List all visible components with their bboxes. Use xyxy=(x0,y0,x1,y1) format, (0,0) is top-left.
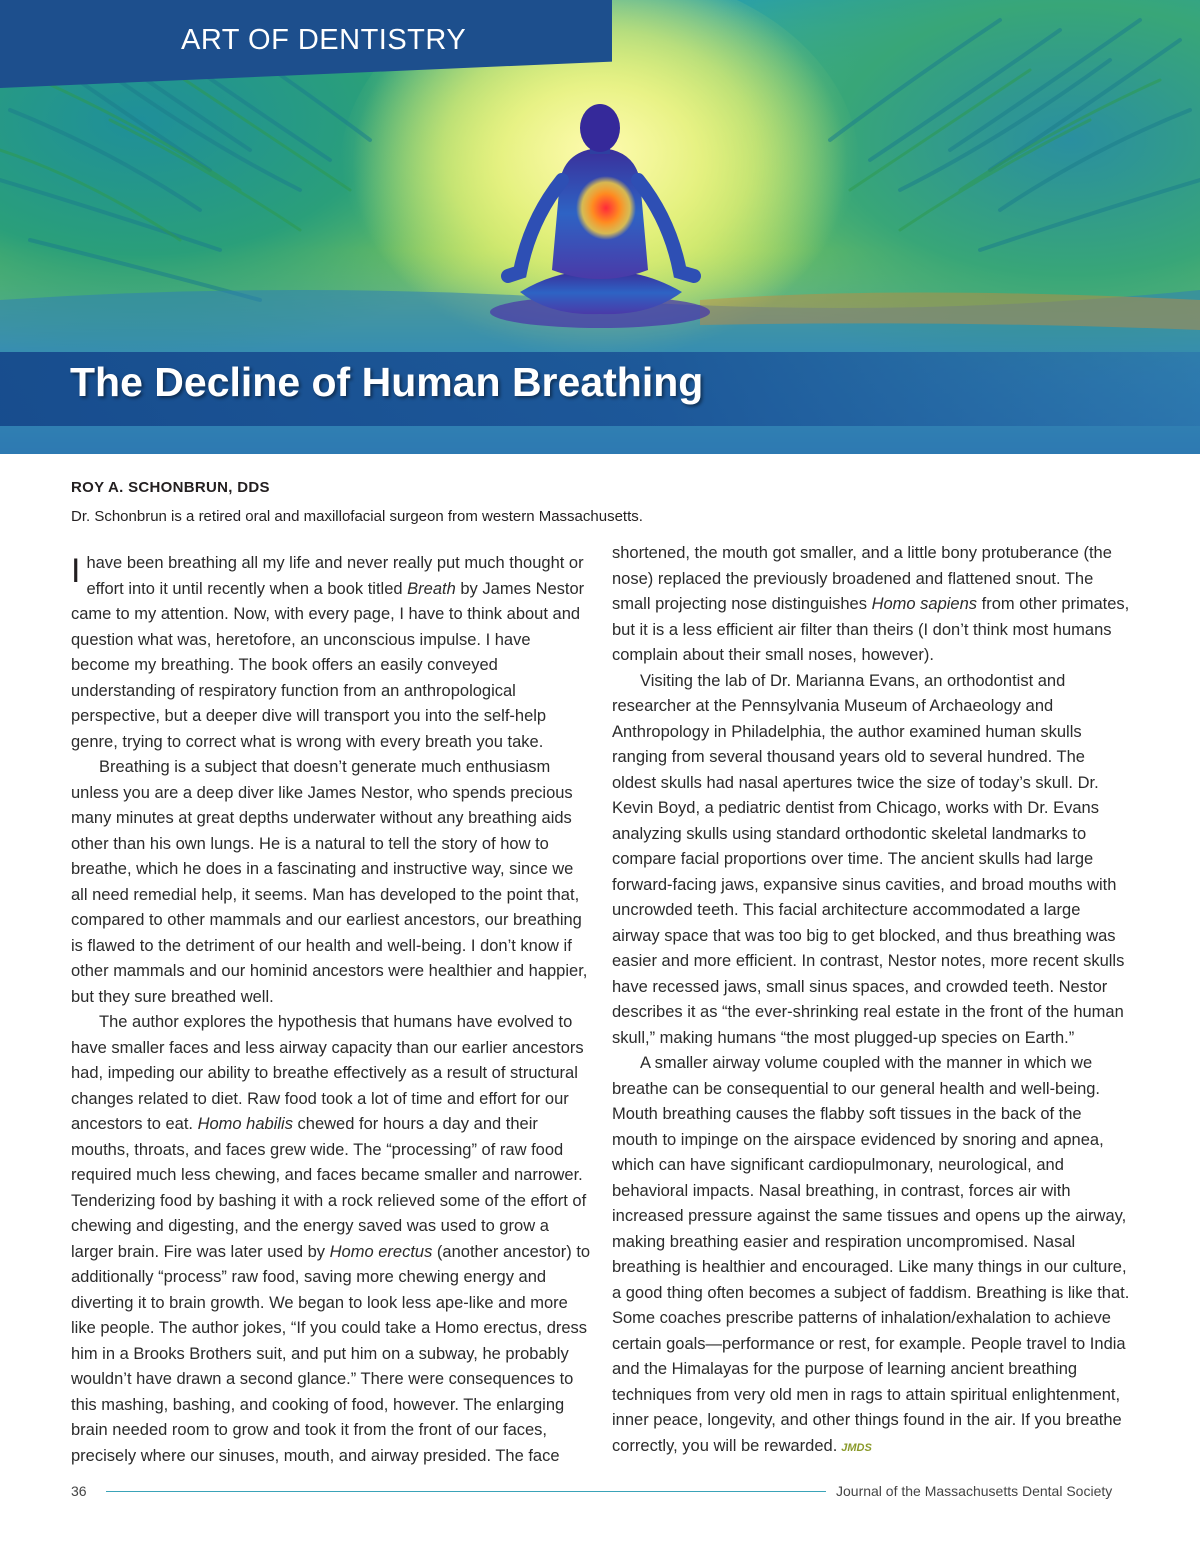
species-name: Homo sapiens xyxy=(871,595,978,613)
footer-divider xyxy=(106,1491,826,1492)
page-number: 36 xyxy=(71,1483,87,1499)
drop-cap: I xyxy=(71,552,81,590)
author-name: ROY A. SCHONBRUN, DDS xyxy=(71,479,270,496)
paragraph-4: shortened, the mouth got smaller, and a little bony protuberance (the nose) replaced the previously broadened and flattened snout. The small projecting nose distinguishes Homo sapiens from other primates, but it is a less efficient air filter than theirs (I don’t think most humans complain about their small noses, however). xyxy=(612,544,1130,664)
end-mark-logo: JMDS xyxy=(841,1441,872,1454)
paragraph-2: Breathing is a subject that doesn’t generate much enthusiasm unless you are a deep diver like James Nestor, who spends precious many minutes at great depths underwater without any breathing aids other than his own lungs. He is a natural to tell the story of how to breathe, which he does in a fascinating and instructive way, since we all need remedial help, it seems. Man has developed to the point that, compared to other mammals and our earliest ancestors, our breathing is flawed to the detriment of our health and well-being. I don’t know if other mammals and our hominid ancestors were healthier and happier, but they sure breathed well. xyxy=(71,758,588,1006)
paragraph-5: Visiting the lab of Dr. Marianna Evans, an orthodontist and researcher at the Pennsylvania Museum of Archaeology and Anthropology in Philadelphia, the author examined human skulls ranging from several thousand years old to several hundred. The oldest skulls had nasal apertures twice the size of today’s skull. Dr. Kevin Boyd, a pediatric dentist from Chicago, works with Dr. Evans analyzing skulls using standard orthodontic skeletal landmarks to compare facial proportions over time. The ancient skulls had large forward-facing jaws, expansive sinus cavities, and broad mouths with uncrowded teeth. This facial architecture accommodated a large airway space that was too big to get blocked, and thus breathing was easier and more efficient. In contrast, Nestor notes, more recent skulls have recessed jaws, small sinus spaces, and crowded teeth. Nestor describes it as “the ever-shrinking real estate in the front of the human skull,” making humans “the most plugged-up species on Earth.” xyxy=(612,671,1125,1047)
paragraph-3: The author explores the hypothesis that humans have evolved to have smaller faces and less airway capacity than our earlier ancestors had, impeding our ability to breathe effectively as a result of structural changes related to diet. Raw food took a lot of time and effort for our ancestors to eat. Homo habilis chewed for hours a day and their mouths, throats, and faces grew wide. The “processing” of raw food required much less chewing, and faces became smaller and narrower. Tenderizing food by bashing it with a rock relieved some of the effort of chewing and digesting, and the energy saved was used to grow a larger brain. Fire was later used by Homo erectus (another ancestor) to additionally “process” raw food, saving more chewing energy and diverting it to brain growth. We began to look less ape-like and more like people. The author jokes, “If you could take a Homo erectus, dress him in a Brooks Brothers suit, and put him on a subway, he probably wouldn’t have drawn a second glance.” There were consequences to this mashing, bashing, and cooking of food, however. The enlarging brain needed room to grow and took it from the front of our faces, precisely where our sinuses, mouth, and airway presided. The face xyxy=(71,1013,591,1465)
book-title: Breath xyxy=(407,579,456,598)
journal-name: Journal of the Massachusetts Dental Society xyxy=(836,1483,1113,1499)
hero-illustration xyxy=(0,0,1200,454)
article-column-right xyxy=(612,541,1132,1461)
author-bio: Dr. Schonbrun is a retired oral and maxillofacial surgeon from western Massachusetts. xyxy=(71,508,643,525)
species-name: Homo erectus xyxy=(329,1242,433,1261)
species-name: Homo habilis xyxy=(197,1115,293,1133)
article-title: The Decline of Human Breathing xyxy=(70,359,704,405)
paragraph-6: A smaller airway volume coupled with the manner in which we breathe can be consequential to our general health and well-being. Mouth breathing causes the flabby soft tissues in the back of the mouth to impinge on the airspace evidenced by snoring and apnea, which can have significant cardiopulmonary, neurological, and behavioral impacts. Nasal breathing, in contrast, forces air with increased pressure against the same tissues and opens up the airway, making breathing easier and respiration uncompromised. Nasal breathing is healthier and encouraged. Like many things in our culture, a good thing often becomes a subject of faddism. Breathing is like that. Some coaches prescribe patterns of inhalation/exhalation to achieve certain goals—performance or rest, for example. People travel to India and the Himalayas for the purpose of learning ancient breathing techniques from very old men in rags to attain spiritual enlightenment, inner peace, longevity, and other things found in the air. If you breathe correctly, you will be rewarded. JMDS xyxy=(612,1054,1130,1455)
section-label: ART OF DENTISTRY xyxy=(181,24,467,56)
article-column-left xyxy=(71,551,591,1469)
paragraph-1: I have been breathing all my life and never really put much thought or effort into it until recently when a book titled Breath by James Nestor came to my attention. Now, with every page, I have to think about and question what was, heretofore, an unconscious impulse. I have become my breathing. The book offers an easily conveyed understanding of respiratory function from an anthropological perspective, but a deeper dive will transport you into the self-help genre, trying to correct what is wrong with every breath you take. xyxy=(71,552,585,751)
